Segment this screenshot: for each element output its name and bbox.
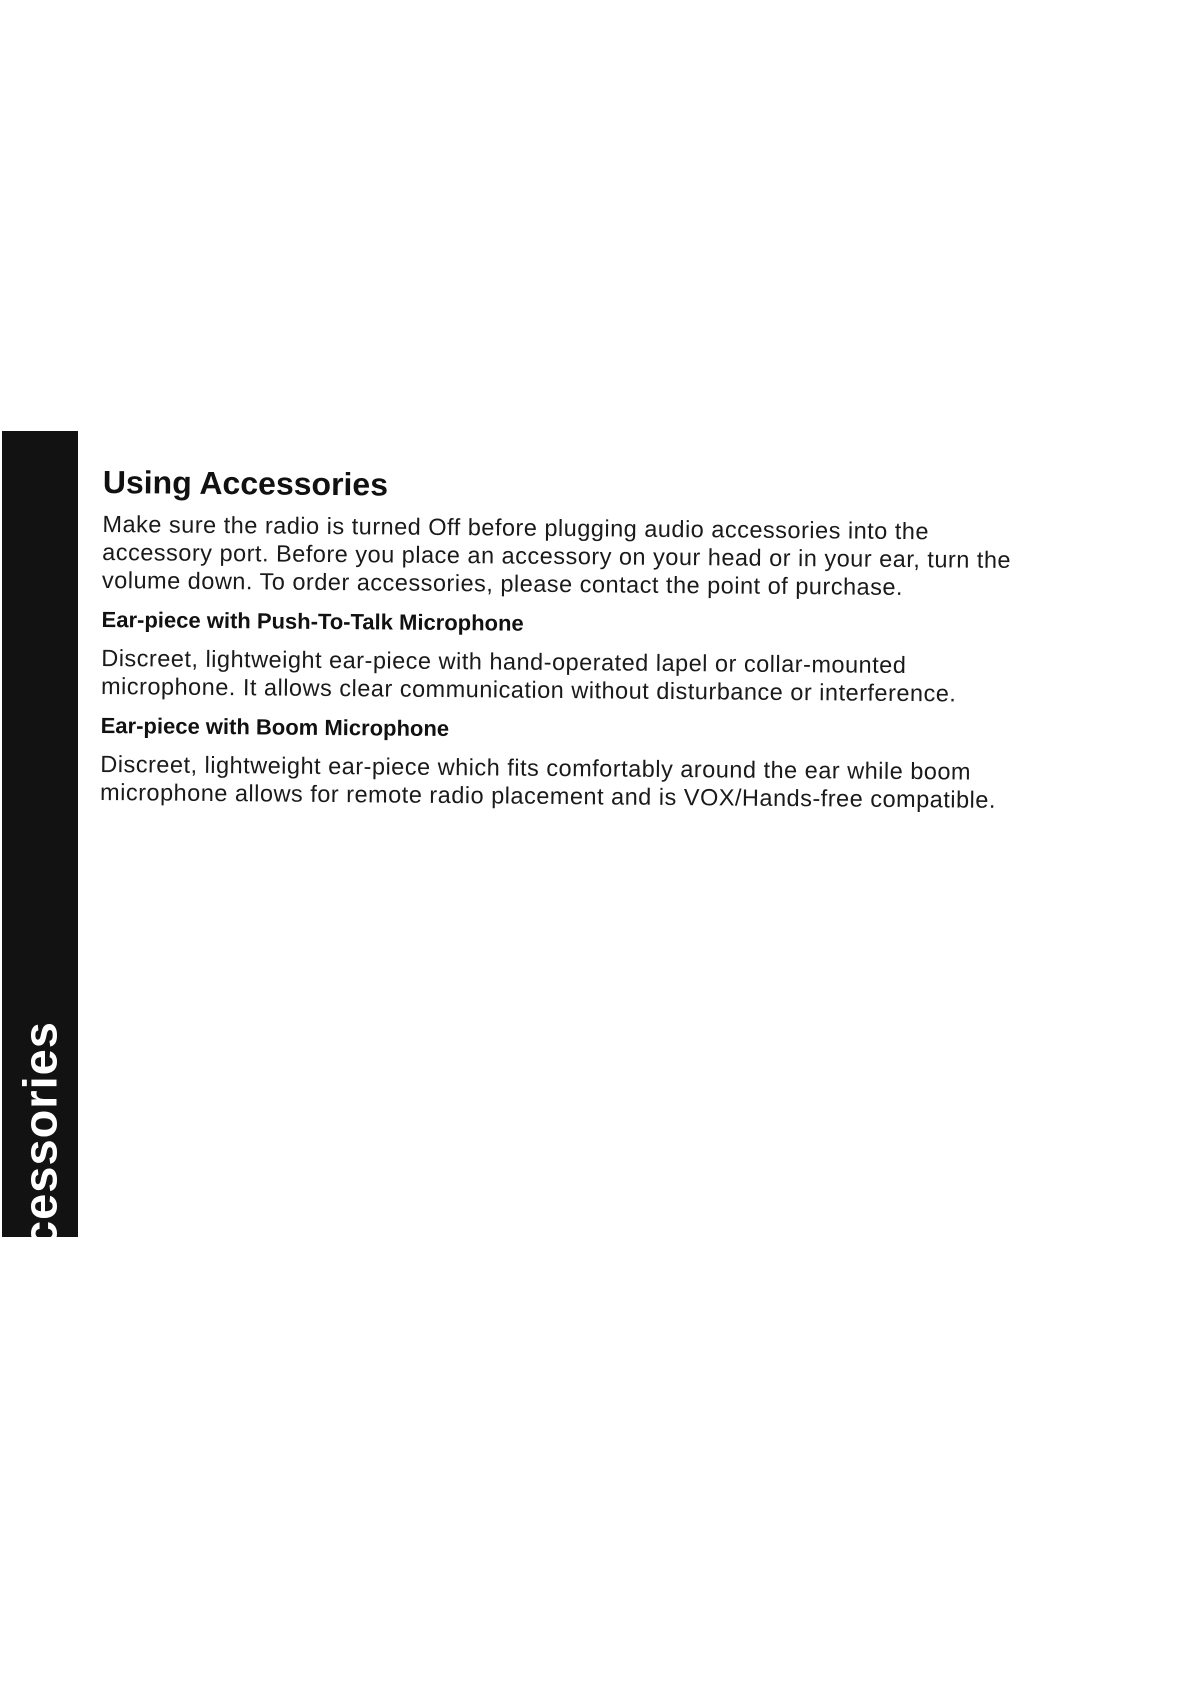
- page-title: Using Accessories: [102, 463, 389, 503]
- accessory-heading-ptt-microphone: Ear-piece with Push-To-Talk Microphone: [101, 606, 524, 636]
- accessory-description-ptt-microphone: Discreet, lightweight ear-piece with hand-operated lapel or collar-mounted microphone. It allows clear communication without disturbance or interference.: [100, 644, 957, 707]
- side-tab-title: Using Accessories: [13, 1021, 67, 1457]
- intro-paragraph: Make sure the radio is turned Off before plugging audio accessories into the accessory port. Before you place an accessory on your head or in your ear, turn the volume down. To order accessories, please contact the point of purchase.: [101, 510, 1012, 600]
- page-content: [100, 462, 1033, 814]
- accessory-description-boom-microphone: Discreet, lightweight ear-piece which fits comfortably around the ear while boom microphone allows for remote radio placement and is VOX/Hands-free compatible.: [100, 750, 997, 813]
- page-number: 26: [19, 1574, 61, 1615]
- accessory-heading-boom-microphone: Ear-piece with Boom Microphone: [100, 712, 450, 742]
- side-tab: [2, 431, 78, 1615]
